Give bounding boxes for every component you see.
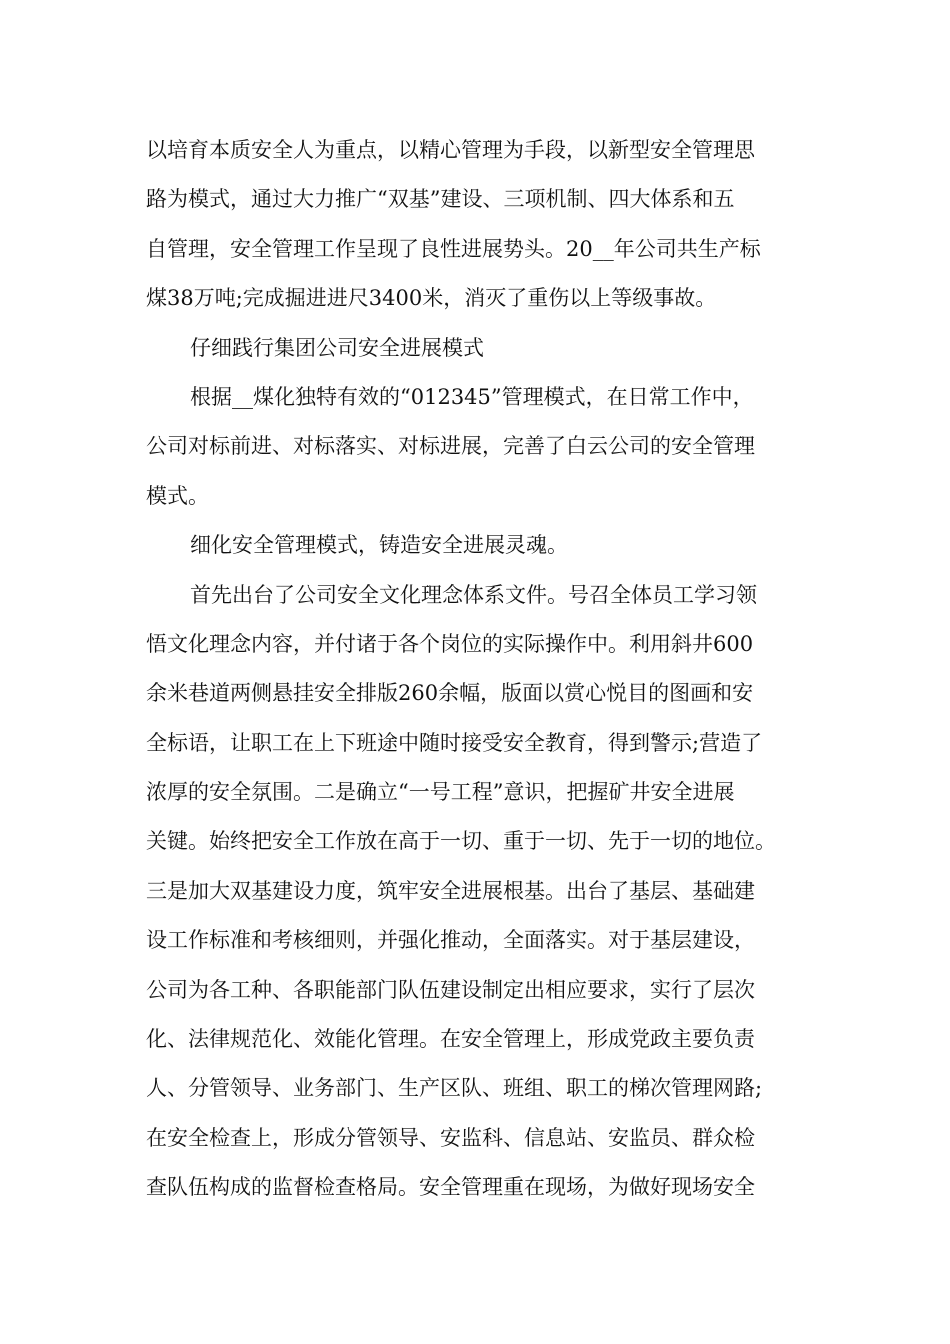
text-line: 公司对标前进、对标落实、对标进展，完善了白云公司的安全管理	[146, 434, 755, 459]
text-line: 设工作标准和考核细则，并强化推动，全面落实。对于基层建设，	[146, 928, 755, 953]
text-line: 人、分管领导、业务部门、生产区队、班组、职工的梯次管理网路;	[146, 1076, 763, 1101]
text-line: 三是加大双基建设力度，筑牢安全进展根基。出台了基层、基础建	[146, 878, 755, 903]
text-line: 悟文化理念内容，并付诸于各个岗位的实际操作中。利用斜井600	[146, 631, 754, 656]
text-line: 路为模式，通过大力推广“双基”建设、三项机制、四大体系和五	[146, 187, 735, 212]
text-line: 细化安全管理模式，铸造安全进展灵魂。	[190, 533, 568, 558]
text-line: 以培育本质安全人为重点，以精心管理为手段，以新型安全管理思	[146, 138, 755, 162]
text-line: 查队伍构成的监督检查格局。安全管理重在现场，为做好现场安全	[146, 1175, 755, 1200]
text-line: 煤38万吨;完成掘进进尺3400米，消灭了重伤以上等级事故。	[146, 286, 717, 311]
text-line: 关键。始终把安全工作放在高于一切、重于一切、先于一切的地位。	[146, 829, 776, 854]
text-line: 根据__煤化独特有效的“012345”管理模式，在日常工作中，	[190, 384, 754, 409]
body-text	[146, 126, 822, 1213]
text-line: 公司为各工种、各职能部门队伍建设制定出相应要求，实行了层次	[146, 977, 755, 1002]
text-line: 全标语，让职工在上下班途中随时接受安全教育，得到警示;营造了	[146, 730, 763, 755]
text-line: 自管理，安全管理工作呈现了良性进展势头。20__年公司共生产标	[146, 236, 761, 261]
text-line: 化、法律规范化、效能化管理。在安全管理上，形成党政主要负责	[146, 1027, 755, 1052]
text-line: 首先出台了公司安全文化理念体系文件。号召全体员工学习领	[190, 582, 757, 607]
text-line: 余米巷道两侧悬挂安全排版260余幅，版面以赏心悦目的图画和安	[146, 681, 754, 706]
text-line: 浓厚的安全氛围。二是确立“一号工程”意识，把握矿井安全进展	[146, 780, 735, 805]
text-line: 模式。	[146, 483, 209, 508]
text-line: 在安全检查上，形成分管领导、安监科、信息站、安监员、群众检	[146, 1125, 755, 1150]
text-line: 仔细践行集团公司安全进展模式	[190, 335, 484, 360]
